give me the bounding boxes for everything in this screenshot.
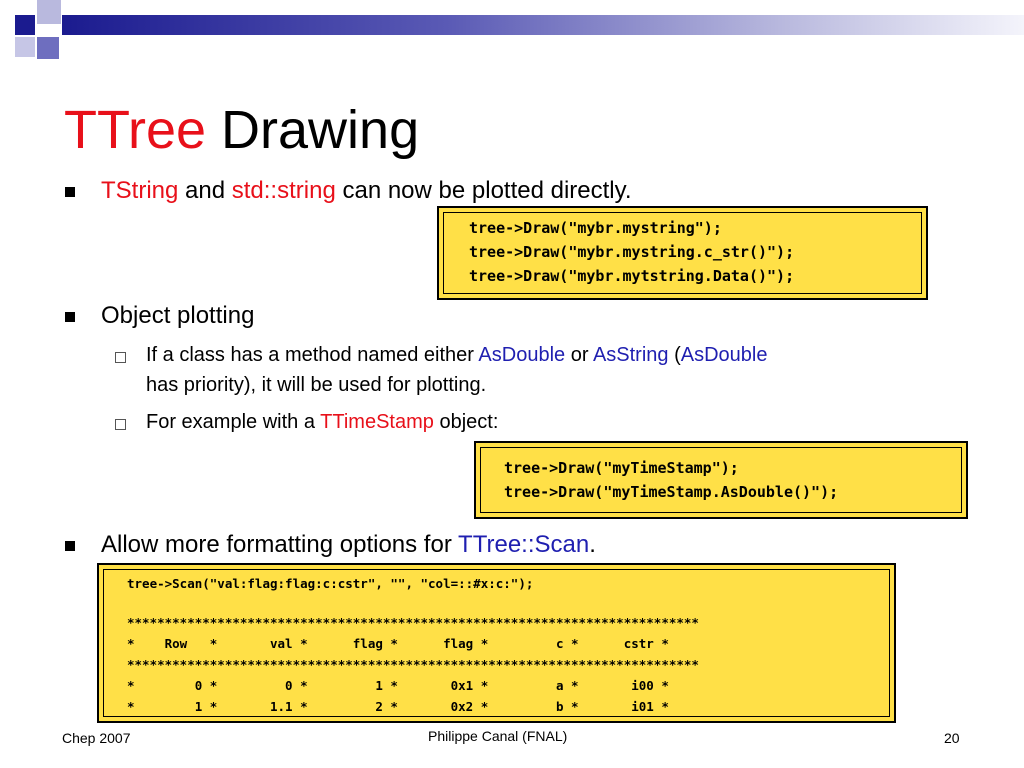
code-line: **************************************************************************** <box>127 615 699 630</box>
header-square-navy <box>15 15 35 35</box>
text: Allow more formatting options for <box>101 531 459 558</box>
text: can now be plotted directly. <box>335 177 632 204</box>
code-line: tree->Draw("mybr.mystring.c_str()"); <box>469 243 795 261</box>
text: and <box>178 177 232 204</box>
header-square-light <box>37 0 61 24</box>
header-gradient-bar <box>62 15 1024 35</box>
code-line: tree->Draw("mybr.mystring"); <box>469 219 722 237</box>
bullet-square-icon <box>65 187 75 197</box>
footer-author: Philippe Canal (FNAL) <box>428 728 568 744</box>
text: object: <box>433 411 499 433</box>
title-drawing: Drawing <box>221 100 420 160</box>
code-line: tree->Draw("mybr.mytstring.Data()"); <box>469 267 795 285</box>
code-line: tree->Draw("myTimeStamp.AsDouble()"); <box>504 483 839 501</box>
asdouble-term: AsDouble <box>478 344 566 366</box>
asstring-term: AsString <box>592 344 669 366</box>
text: If a class has a method named either <box>146 344 479 366</box>
sub-bullet-asdouble <box>115 340 975 400</box>
code-line: * 1 * 1.1 * 2 * 0x2 * b * i01 * <box>127 699 669 714</box>
text: has priority), it will be used for plotting. <box>146 374 487 396</box>
code-box-scan-output <box>97 563 896 723</box>
text: For example with a <box>146 411 321 433</box>
sub-bullet-ttimestamp <box>115 407 815 437</box>
code-line: tree->Draw("myTimeStamp"); <box>504 459 739 477</box>
stdstring-term: std::string <box>231 177 336 204</box>
ttimestamp-term: TTimeStamp <box>320 411 434 433</box>
bullet-text <box>101 176 632 206</box>
asdouble-term: AsDouble <box>680 344 768 366</box>
bullet-square-icon <box>65 541 75 551</box>
code-line: * 0 * 0 * 1 * 0x1 * a * i00 * <box>127 678 669 693</box>
hollow-square-bullet-icon <box>115 419 126 430</box>
code-line: * Row * val * flag * flag * c * cstr * <box>127 636 669 651</box>
code-box-timestamp-draw <box>474 441 968 519</box>
sub-bullet-text <box>146 340 767 400</box>
tstring-term: TString <box>101 177 179 204</box>
slide-title <box>64 98 419 162</box>
footer-conference: Chep 2007 <box>62 730 131 746</box>
title-ttree: TTree <box>64 100 207 160</box>
bullet-text: Object plotting <box>101 302 255 329</box>
footer-page-number: 20 <box>944 730 960 746</box>
code-line: **************************************************************************** <box>127 657 699 672</box>
text: ( <box>668 344 681 366</box>
bullet-text <box>101 530 596 560</box>
text: or <box>565 344 593 366</box>
text: . <box>589 531 596 558</box>
code-box-string-draw <box>437 206 928 300</box>
hollow-square-bullet-icon <box>115 352 126 363</box>
ttree-scan-term: TTree::Scan <box>458 531 590 558</box>
bullet-square-icon <box>65 312 75 322</box>
header-square-mid <box>37 37 59 59</box>
header-square-light <box>15 37 35 57</box>
code-line: tree->Scan("val:flag:flag:c:cstr", "", "col=::#x:c:"); <box>127 576 534 591</box>
sub-bullet-text <box>146 407 498 437</box>
